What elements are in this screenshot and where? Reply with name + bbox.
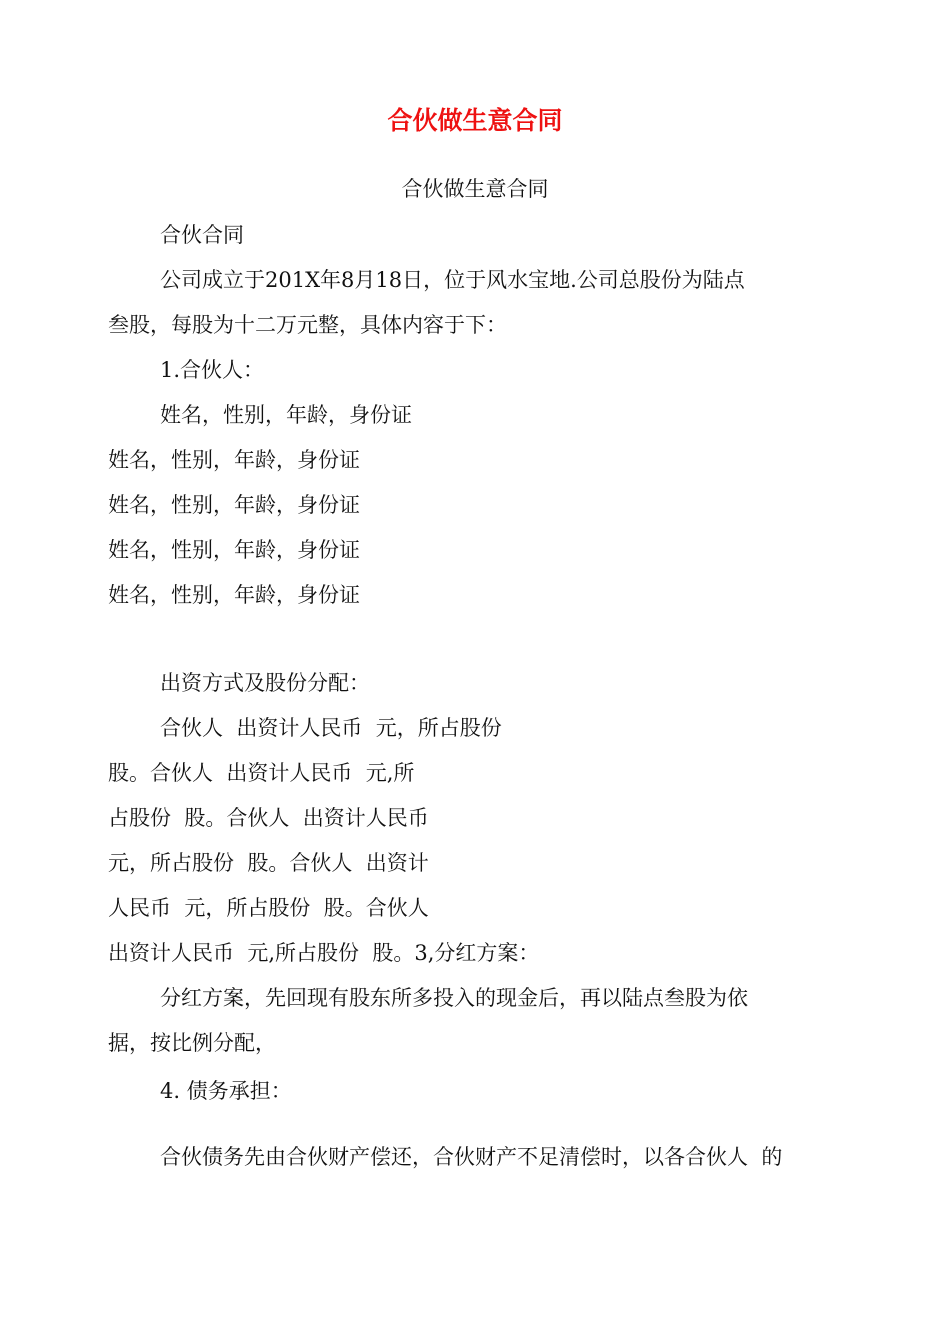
paragraph-line: 合伙债务先由合伙财产偿还，合伙财产不足清偿时，以各合伙人 的 (160, 1145, 783, 1169)
paragraph-line: 叁股，每股为十二万元整，具体内容于下： (108, 313, 507, 337)
section-heading: 出资方式及股份分配： (160, 671, 370, 695)
partner-entry-line: 姓名，性别，年龄，身份证 (108, 583, 360, 607)
paragraph-line: 元，所占股份 股。合伙人 出资计 (108, 851, 429, 875)
paragraph-line: 分红方案，先回现有股东所多投入的现金后，再以陆点叁股为依 (160, 986, 748, 1010)
partner-entry-line: 姓名，性别，年龄，身份证 (108, 538, 360, 562)
paragraph-line: 出资计人民币 元,所占股份 股。3,分红方案： (108, 941, 540, 965)
partner-entry-line: 姓名，性别，年龄，身份证 (108, 493, 360, 517)
paragraph-line: 合伙人 出资计人民币 元，所占股份 (160, 716, 502, 740)
paragraph-line: 1.合伙人： (160, 358, 265, 382)
document-title: 合伙做生意合同 (387, 106, 563, 135)
paragraph-line: 公司成立于201X年8月18日，位于风水宝地.公司总股份为陆点 (160, 268, 745, 292)
paragraph-line: 股。合伙人 出资计人民币 元,所 (108, 761, 415, 785)
partner-entry-line: 姓名，性别，年龄，身份证 (108, 448, 360, 472)
partner-entry-line: 姓名，性别，年龄，身份证 (160, 403, 412, 427)
section-heading: 4. 债务承担： (160, 1079, 292, 1103)
paragraph-line: 据，按比例分配， (108, 1031, 276, 1055)
paragraph-line: 人民币 元，所占股份 股。合伙人 (108, 896, 429, 920)
paragraph-line: 合伙合同 (160, 223, 244, 247)
paragraph-line: 占股份 股。合伙人 出资计人民币 (108, 806, 429, 830)
document-subtitle: 合伙做生意合同 (401, 177, 549, 201)
